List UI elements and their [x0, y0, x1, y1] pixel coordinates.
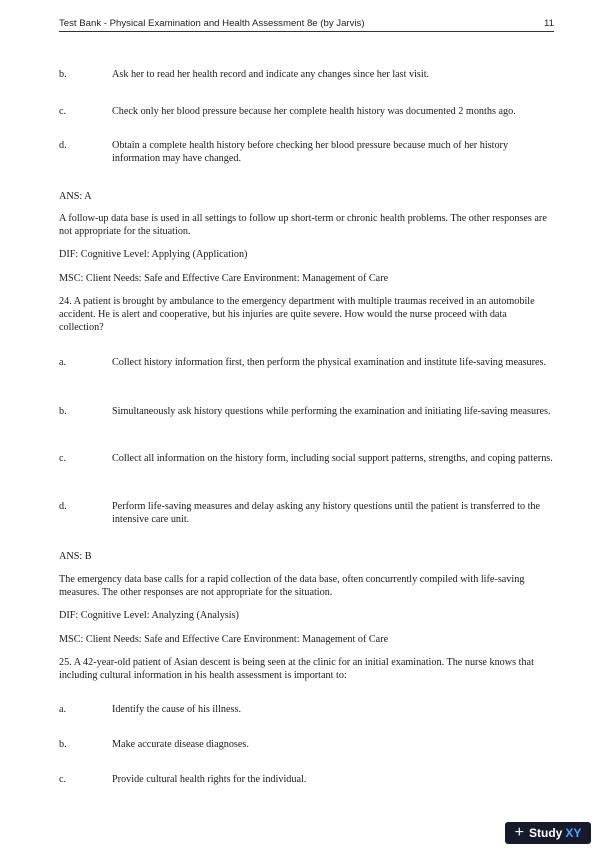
brand-name-xy: XY — [565, 825, 582, 840]
option-label: b. — [59, 739, 67, 750]
q24-answer: ANS: B — [59, 551, 92, 562]
option-text: Perform life-saving measures and delay asking any history questions until the patient is transferred to the intensive care unit. — [112, 501, 541, 525]
page-header — [59, 17, 554, 32]
option-text: Obtain a complete health history before checking her blood pressure because much of her history information may have changed. — [112, 140, 509, 164]
q24-question: 24. A patient is brought by ambulance to the emergency department with multiple traumas received in an automobile accident. He is alert and cooperative, but his injuries are quite severe. How would the nurse proceed with data collection? — [59, 296, 535, 333]
option-text: Simultaneously ask history questions while performing the examination and initiating life-saving measures. — [112, 406, 551, 417]
option-label: a. — [59, 704, 67, 715]
option-label: c. — [59, 453, 67, 464]
option-text: Make accurate disease diagnoses. — [112, 739, 249, 750]
option-text: Identify the cause of his illness. — [112, 704, 242, 715]
option-label: a. — [59, 357, 67, 368]
q23-difficulty: DIF: Cognitive Level: Applying (Application) — [59, 249, 248, 260]
option-label: b. — [59, 406, 67, 417]
q24-msc: MSC: Client Needs: Safe and Effective Care Environment: Management of Care — [59, 634, 389, 645]
q23-msc: MSC: Client Needs: Safe and Effective Care Environment: Management of Care — [59, 273, 389, 284]
document-title: Test Bank - Physical Examination and Health Assessment 8e (by Jarvis) — [59, 18, 365, 29]
q25-question: 25. A 42-year-old patient of Asian descent is being seen at the clinic for an initial examination. The nurse knows that including cultural information in his health assessment is important to: — [59, 657, 534, 681]
option-label: c. — [59, 774, 67, 785]
option-text: Ask her to read her health record and indicate any changes since her last visit. — [112, 69, 430, 80]
option-text: Provide cultural health rights for the individual. — [112, 774, 307, 785]
studyxy-logo-badge[interactable] — [505, 822, 591, 844]
plus-icon: + — [514, 824, 524, 841]
q24-rationale: The emergency data base calls for a rapid collection of the data base, often concurrently compiled with life-saving measures. The other responses are not appropriate for the situation. — [59, 574, 525, 598]
option-text: Collect all information on the history form, including social support patterns, strengths, and coping patterns. — [112, 453, 553, 464]
option-label: d. — [59, 140, 67, 151]
option-text: Check only her blood pressure because her complete health history was documented 2 months ago. — [112, 106, 516, 117]
option-text: Collect history information first, then perform the physical examination and institute life-saving measures. — [112, 357, 546, 368]
q23-rationale: A follow-up data base is used in all settings to follow up short-term or chronic health problems. The other responses are not appropriate for the situation. — [59, 213, 547, 237]
option-label: d. — [59, 501, 67, 512]
brand-name-study: Study — [528, 825, 563, 840]
option-label: b. — [59, 69, 67, 80]
page-number: 11 — [544, 18, 554, 29]
q23-answer: ANS: A — [59, 191, 92, 202]
q24-difficulty: DIF: Cognitive Level: Analyzing (Analysis) — [59, 610, 239, 621]
option-label: c. — [59, 106, 67, 117]
